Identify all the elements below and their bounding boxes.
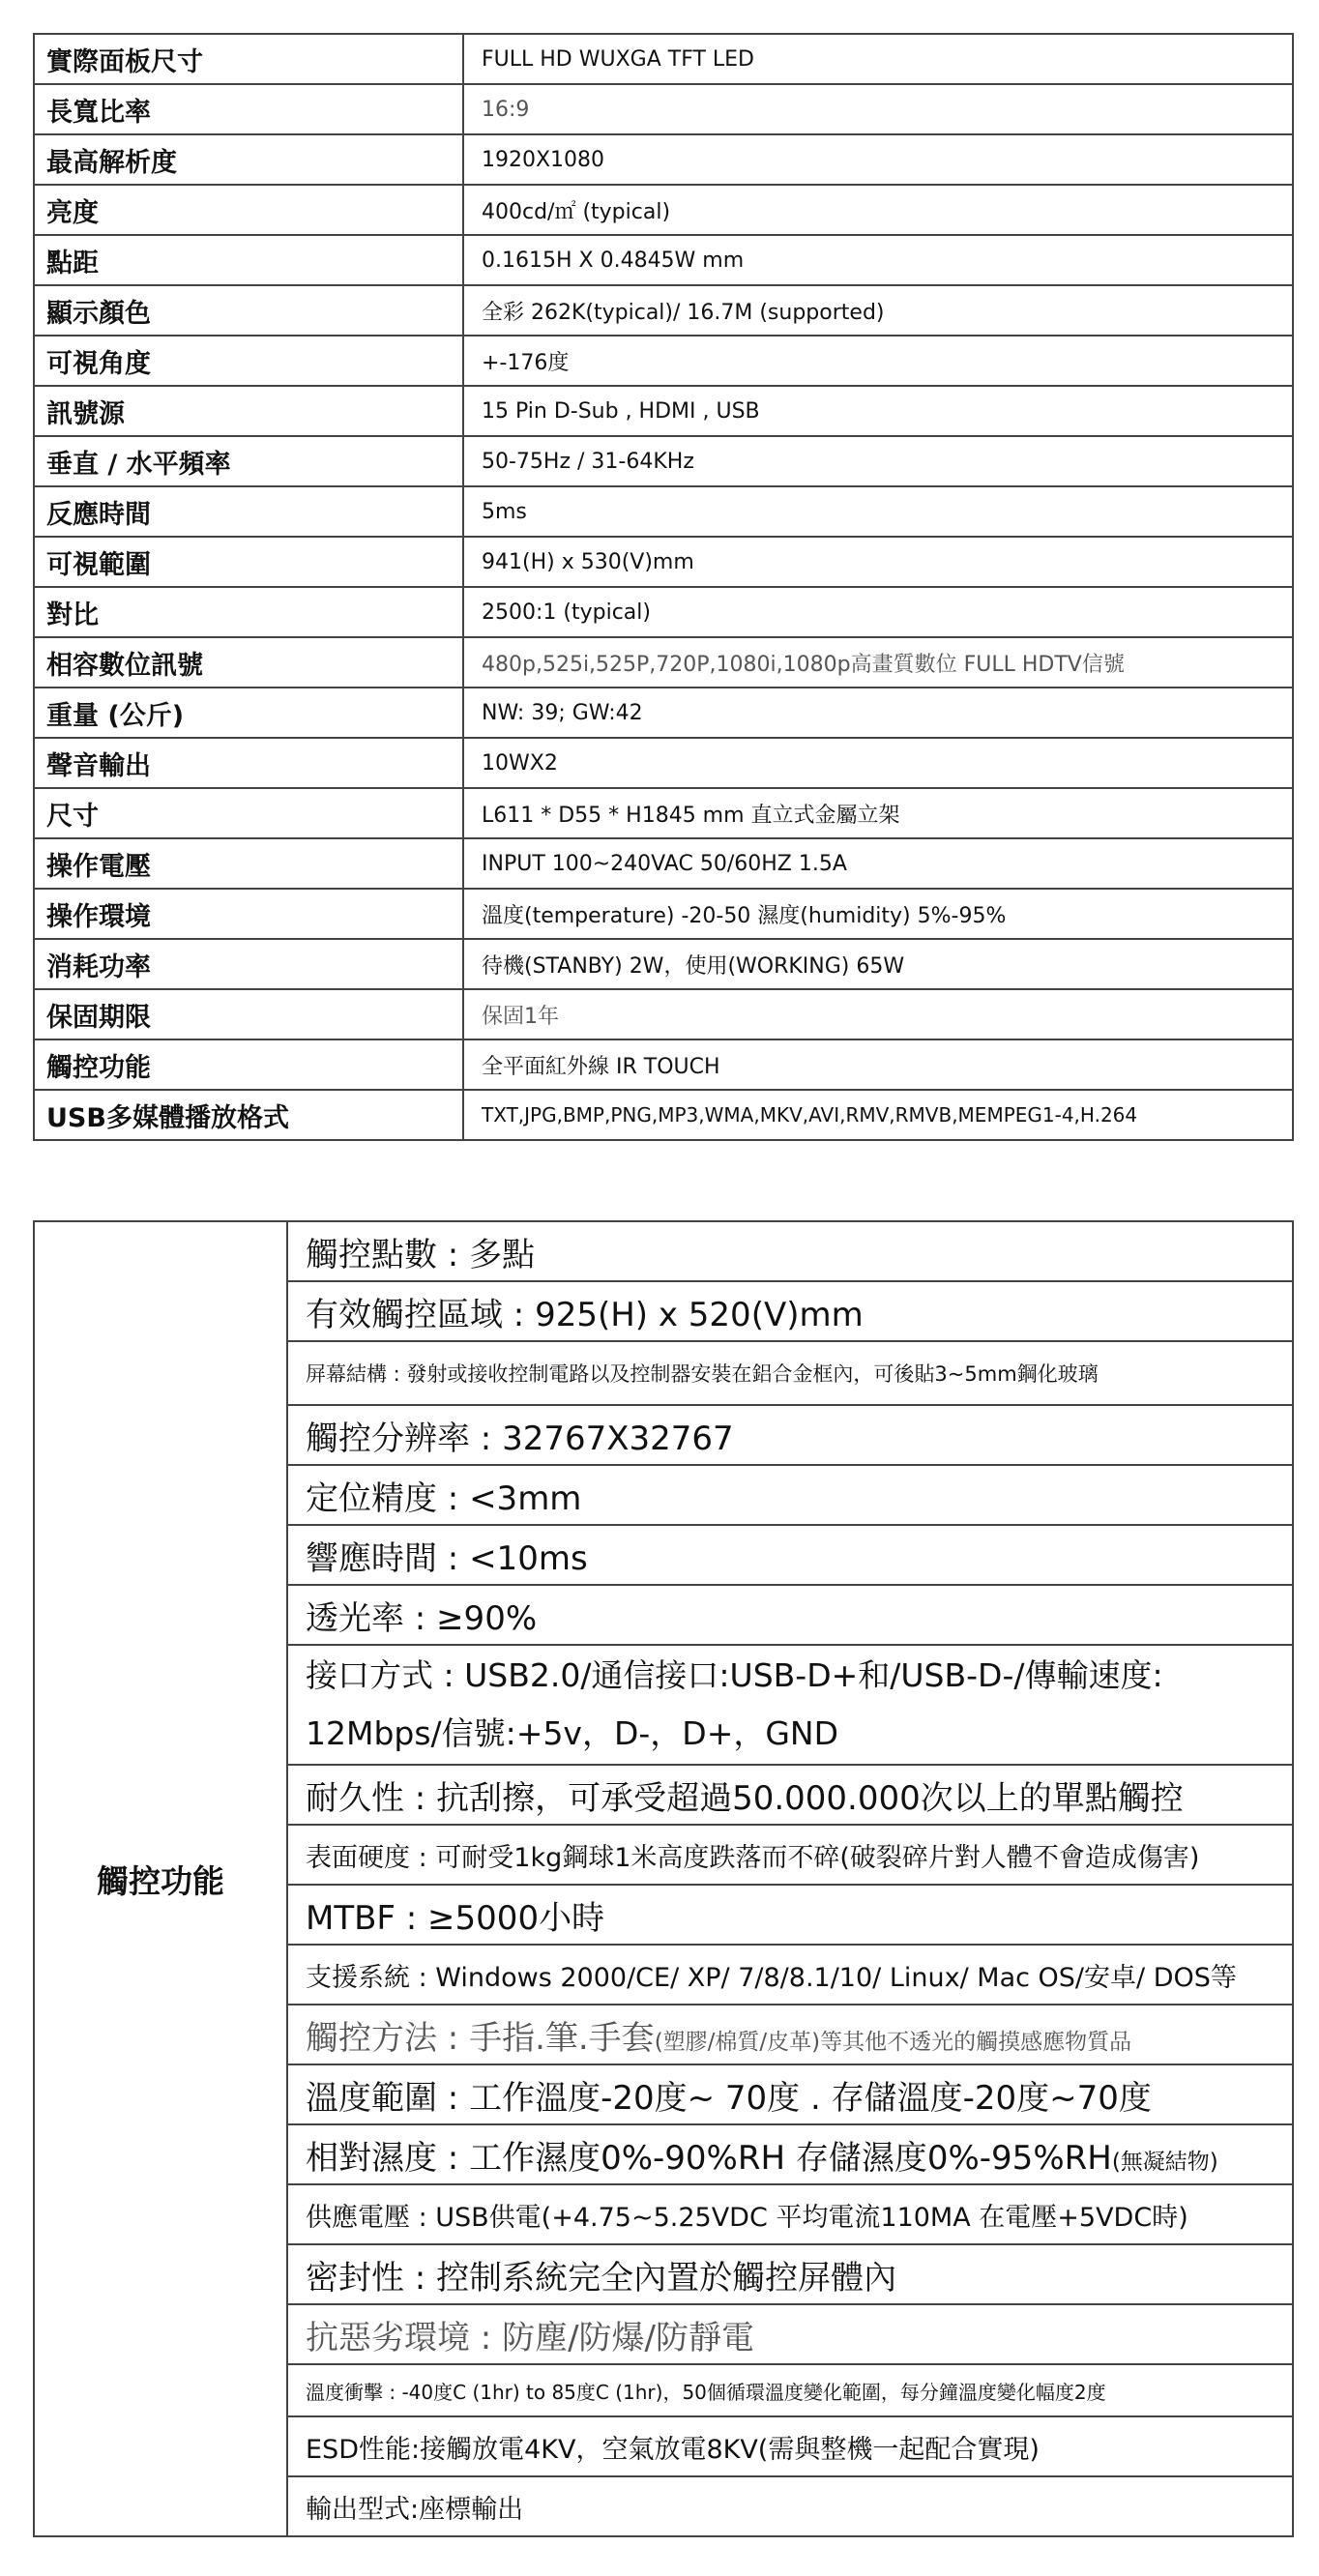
spec-label: 相容數位訊號 bbox=[34, 637, 463, 688]
spec-value: 全彩 262K(typical)/ 16.7M (supported) bbox=[463, 285, 1293, 336]
table-row bbox=[34, 637, 1293, 688]
touch-item: 溫度範圍 : 工作溫度-20度~ 70度 . 存儲溫度-20度~70度 bbox=[287, 2064, 1293, 2124]
touch-item: 屏幕結構 : 發射或接收控制電路以及控制器安裝在鋁合金框內，可後貼3~5mm鋼化玻璃 bbox=[287, 1341, 1293, 1405]
spec-label: 尺寸 bbox=[34, 788, 463, 838]
spec-label: USB多媒體播放格式 bbox=[34, 1090, 463, 1140]
spec-value: 941(H) x 530(V)mm bbox=[463, 537, 1293, 587]
spec-value: 溫度(temperature) -20-50 濕度(humidity) 5%-95% bbox=[463, 889, 1293, 939]
table-row bbox=[34, 889, 1293, 939]
touch-item: 耐久性 : 抗刮擦，可承受超過50.000.000次以上的單點觸控 bbox=[287, 1765, 1293, 1825]
spec-label: 最高解析度 bbox=[34, 134, 463, 185]
table-row bbox=[34, 537, 1293, 587]
spec-value: 16:9 bbox=[463, 84, 1293, 134]
touch-item: 觸控分辨率 : 32767X32767 bbox=[287, 1405, 1293, 1465]
table-row bbox=[34, 336, 1293, 386]
spec-label: 對比 bbox=[34, 587, 463, 637]
table-row bbox=[34, 738, 1293, 788]
spec-value: L611 * D55 * H1845 mm 直立式金屬立架 bbox=[463, 788, 1293, 838]
touch-item bbox=[287, 2124, 1293, 2184]
spec-label: 消耗功率 bbox=[34, 939, 463, 989]
spec-value: 400cd/㎡ (typical) bbox=[463, 185, 1293, 235]
touch-table bbox=[33, 1220, 1294, 2537]
table-row bbox=[34, 486, 1293, 537]
spec-value: INPUT 100~240VAC 50/60HZ 1.5A bbox=[463, 838, 1293, 889]
table-row bbox=[34, 838, 1293, 889]
table-row bbox=[34, 185, 1293, 235]
touch-item: 密封性 : 控制系統完全內置於觸控屏體內 bbox=[287, 2244, 1293, 2304]
spec-value: TXT,JPG,BMP,PNG,MP3,WMA,MKV,AVI,RMV,RMVB,MEMPEG1-4,H.264 bbox=[463, 1090, 1293, 1140]
spec-label: 訊號源 bbox=[34, 386, 463, 436]
spec-value: 5ms bbox=[463, 486, 1293, 537]
spec-value: FULL HD WUXGA TFT LED bbox=[463, 34, 1293, 84]
spec-label: 操作電壓 bbox=[34, 838, 463, 889]
spec-label: 亮度 bbox=[34, 185, 463, 235]
table-row bbox=[34, 386, 1293, 436]
touch-section-label: 觸控功能 bbox=[34, 1221, 287, 2536]
spec-value: 50-75Hz / 31-64KHz bbox=[463, 436, 1293, 486]
touch-method-main: 觸控方法 : 手指.筆.手套 bbox=[306, 2018, 655, 2058]
table-row bbox=[34, 1090, 1293, 1140]
table-row bbox=[34, 1221, 1293, 1281]
touch-item: ESD性能:接觸放電4KV，空氣放電8KV(需與整機一起配合實現) bbox=[287, 2416, 1293, 2476]
table-row bbox=[34, 84, 1293, 134]
table-row bbox=[34, 788, 1293, 838]
table-row bbox=[34, 235, 1293, 285]
spec-table bbox=[33, 33, 1294, 1141]
spec-label: 可視角度 bbox=[34, 336, 463, 386]
spec-label: 操作環境 bbox=[34, 889, 463, 939]
spec-label: 保固期限 bbox=[34, 989, 463, 1039]
spec-label: 點距 bbox=[34, 235, 463, 285]
table-row bbox=[34, 989, 1293, 1039]
table-row bbox=[34, 688, 1293, 738]
touch-method-note: (塑膠/棉質/皮革)等其他不透光的觸摸感應物質品 bbox=[654, 2029, 1132, 2055]
table-row bbox=[34, 285, 1293, 336]
spec-label: 長寬比率 bbox=[34, 84, 463, 134]
humidity-note: (無凝結物) bbox=[1111, 2149, 1218, 2175]
touch-item: 透光率 : ≥90% bbox=[287, 1585, 1293, 1645]
table-row bbox=[34, 436, 1293, 486]
touch-item: 接口方式 : USB2.0/通信接口:USB-D+和/USB-D-/傳輸速度: 12Mbps/信號:+5v，D-，D+，GND bbox=[287, 1645, 1293, 1765]
table-row bbox=[34, 587, 1293, 637]
spec-value: 2500:1 (typical) bbox=[463, 587, 1293, 637]
spec-label: 垂直 / 水平頻率 bbox=[34, 436, 463, 486]
table-row bbox=[34, 939, 1293, 989]
spec-value: 保固1年 bbox=[463, 989, 1293, 1039]
table-row bbox=[34, 34, 1293, 84]
spec-label: 實際面板尺寸 bbox=[34, 34, 463, 84]
spec-value: NW: 39; GW:42 bbox=[463, 688, 1293, 738]
table-row bbox=[34, 1039, 1293, 1090]
touch-item: 定位精度 : <3mm bbox=[287, 1465, 1293, 1525]
spec-label: 顯示顏色 bbox=[34, 285, 463, 336]
spec-value: 0.1615H X 0.4845W mm bbox=[463, 235, 1293, 285]
spec-label: 觸控功能 bbox=[34, 1039, 463, 1090]
spec-label: 反應時間 bbox=[34, 486, 463, 537]
spec-value: 全平面紅外線 IR TOUCH bbox=[463, 1039, 1293, 1090]
spec-value: 待機(STANBY) 2W，使用(WORKING) 65W bbox=[463, 939, 1293, 989]
table-row bbox=[34, 134, 1293, 185]
touch-item: 抗惡劣環境 : 防塵/防爆/防靜電 bbox=[287, 2304, 1293, 2364]
spec-label: 可視範圍 bbox=[34, 537, 463, 587]
spec-value: +-176度 bbox=[463, 336, 1293, 386]
touch-item: 有效觸控區域 : 925(H) x 520(V)mm bbox=[287, 1281, 1293, 1341]
spec-label: 聲音輸出 bbox=[34, 738, 463, 788]
spec-value: 10WX2 bbox=[463, 738, 1293, 788]
touch-item: 觸控點數 : 多點 bbox=[287, 1221, 1293, 1281]
touch-item: 供應電壓 : USB供電(+4.75~5.25VDC 平均電流110MA 在電壓+5VDC時) bbox=[287, 2184, 1293, 2244]
spec-value: 15 Pin D-Sub , HDMI , USB bbox=[463, 386, 1293, 436]
touch-item bbox=[287, 2005, 1293, 2064]
touch-item: 表面硬度 : 可耐受1kg鋼球1米高度跌落而不碎(破裂碎片對人體不會造成傷害) bbox=[287, 1825, 1293, 1885]
touch-item: 輸出型式:座標輸出 bbox=[287, 2476, 1293, 2536]
touch-item: 響應時間 : <10ms bbox=[287, 1525, 1293, 1585]
touch-item: MTBF : ≥5000小時 bbox=[287, 1885, 1293, 1945]
spec-value: 1920X1080 bbox=[463, 134, 1293, 185]
spec-label: 重量 (公斤) bbox=[34, 688, 463, 738]
spec-value: 480p,525i,525P,720P,1080i,1080p高畫質數位 FULL HDTV信號 bbox=[463, 637, 1293, 688]
touch-item: 支援系統 : Windows 2000/CE/ XP/ 7/8/8.1/10/ Linux/ Mac OS/安卓/ DOS等 bbox=[287, 1945, 1293, 2005]
humidity-main: 相對濕度 : 工作濕度0%-90%RH 存儲濕度0%-95%RH bbox=[306, 2138, 1112, 2178]
touch-item: 溫度衝擊 : -40度C (1hr) to 85度C (1hr)，50個循環溫度變化範圍，每分鐘溫度變化幅度2度 bbox=[287, 2364, 1293, 2416]
